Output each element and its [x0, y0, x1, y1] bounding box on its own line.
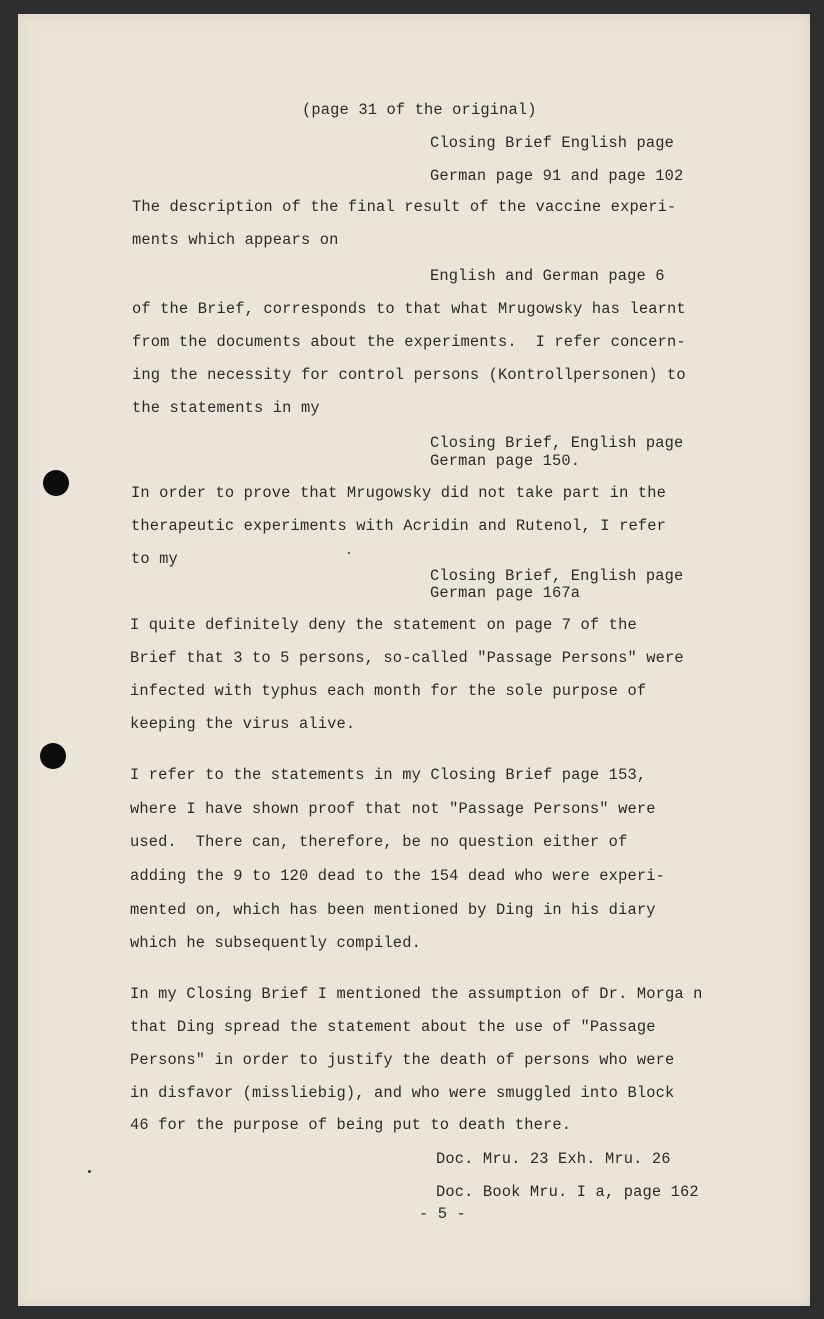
text-line: the statements in my	[132, 399, 320, 417]
document-reference: Doc. Mru. 23 Exh. Mru. 26	[436, 1150, 671, 1168]
paper-speck	[348, 552, 350, 554]
text-line: The description of the final result of the vaccine experi-	[132, 198, 677, 216]
text-line: In order to prove that Mrugowsky did not take part in the	[131, 484, 666, 502]
page-reference: English and German page 6	[430, 267, 665, 285]
closing-brief-ref: Closing Brief English page	[430, 134, 675, 152]
text-line: keeping the virus alive.	[130, 715, 356, 733]
text-line: Persons" in order to justify the death of persons who were	[130, 1051, 675, 1069]
text-line: where I have shown proof that not "Passage Persons" were	[130, 800, 656, 818]
text-line: 46 for the purpose of being put to death there.	[130, 1116, 572, 1134]
text-line: infected with typhus each month for the sole purpose of	[130, 682, 647, 700]
page-number: - 5 -	[419, 1205, 466, 1223]
paper-speck	[88, 1170, 91, 1173]
text-line: ing the necessity for control persons (Kontrollpersonen) to	[132, 366, 686, 384]
text-line: of the Brief, corresponds to that what Mrugowsky has learnt	[132, 300, 686, 318]
text-line: I refer to the statements in my Closing Brief page 153,	[130, 766, 647, 784]
text-line: in disfavor (missliebig), and who were smuggled into Block	[130, 1084, 675, 1102]
punch-hole-top	[43, 470, 69, 496]
text-line: mented on, which has been mentioned by Ding in his diary	[130, 901, 656, 919]
page-reference: Closing Brief, English page	[430, 567, 684, 585]
text-line: from the documents about the experiments. I refer concern-	[132, 333, 686, 351]
document-page	[18, 14, 810, 1306]
german-page-ref: German page 91 and page 102	[430, 167, 684, 185]
document-reference: Doc. Book Mru. I a, page 162	[436, 1183, 699, 1201]
text-line: Brief that 3 to 5 persons, so-called "Passage Persons" were	[130, 649, 684, 667]
text-line: In my Closing Brief I mentioned the assumption of Dr. Morga n	[130, 985, 703, 1003]
text-line: to my	[131, 550, 178, 568]
punch-hole-bottom	[40, 743, 66, 769]
page-reference: German page 167a	[430, 584, 581, 602]
text-line: used. There can, therefore, be no question either of	[130, 833, 628, 851]
text-line: therapeutic experiments with Acridin and Rutenol, I refer	[131, 517, 666, 535]
text-line: adding the 9 to 120 dead to the 154 dead who were experi-	[130, 867, 665, 885]
text-line: ments which appears on	[132, 231, 339, 249]
text-line: which he subsequently compiled.	[130, 934, 421, 952]
text-line: that Ding spread the statement about the use of "Passage	[130, 1018, 656, 1036]
page-reference: German page 150.	[430, 452, 581, 470]
text-line: I quite definitely deny the statement on page 7 of the	[130, 616, 637, 634]
page-reference: Closing Brief, English page	[430, 434, 684, 452]
original-page-note: (page 31 of the original)	[302, 101, 537, 119]
